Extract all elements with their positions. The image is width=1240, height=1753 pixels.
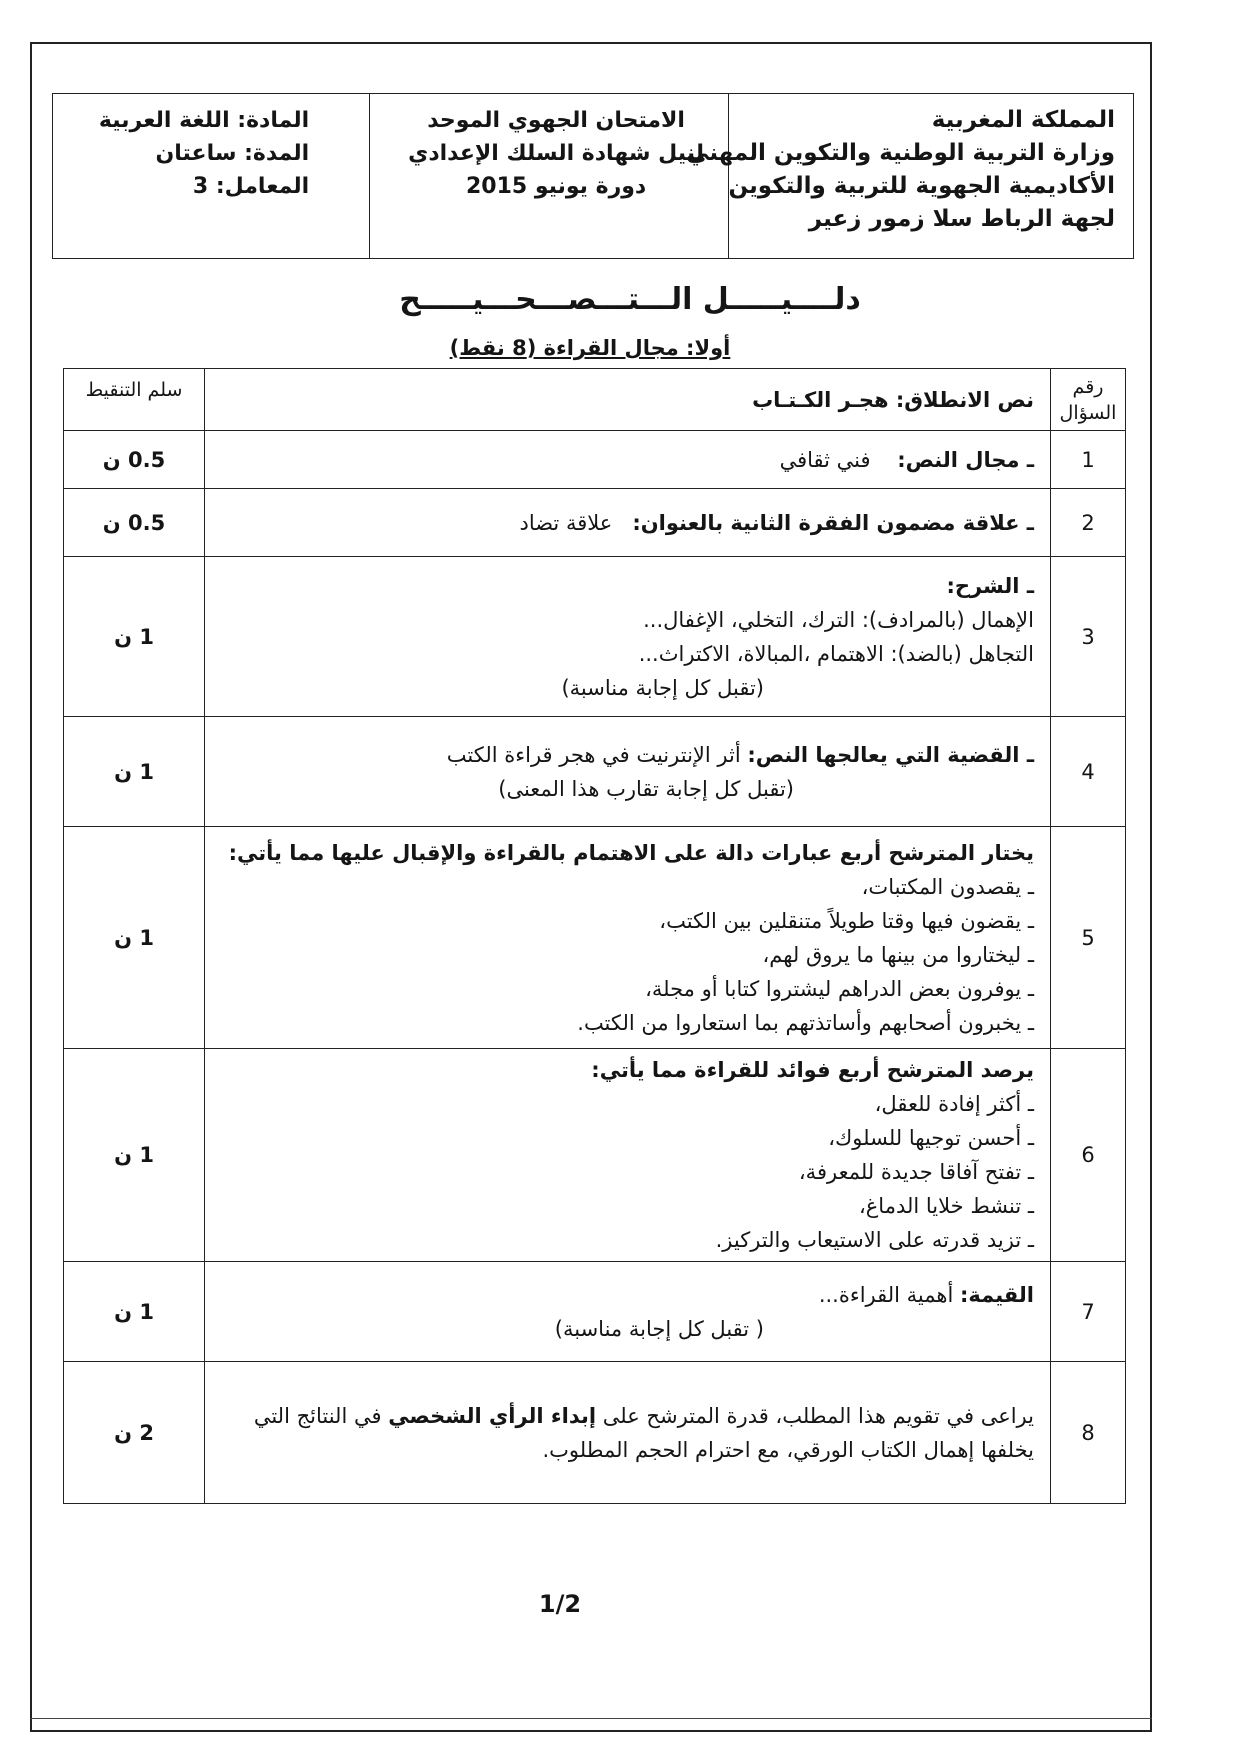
exam-name: الامتحان الجهوي الموحد [427, 108, 685, 133]
answer-emphasis: إبداء الرأي الشخصي [388, 1403, 597, 1428]
list-item: ـ تنشط خلايا الدماغ، [859, 1194, 1034, 1218]
col-score-header: سلم التنقيط [64, 369, 205, 431]
answer-text: فني ثقافي [779, 447, 871, 472]
list-item: ـ يقضون فيها وقتا طويلاً متنقلين بين الكتب، [659, 908, 1034, 933]
correction-table [63, 368, 1126, 1504]
header-authority-box [686, 94, 1133, 258]
question-label: يرصد المترشح أربع فوائد للقراءة مما يأتي: [591, 1058, 1034, 1082]
list-item: ـ يقصدون المكتبات، [861, 874, 1034, 899]
table-row [64, 1262, 1126, 1362]
region: لجهة الرباط سلا زمور زعير [808, 206, 1115, 232]
score: 0.5 ن [64, 431, 205, 489]
duration: المدة: ساعتان [155, 141, 310, 166]
coefficient: المعامل: 3 [192, 174, 310, 199]
col-text-header: نص الانطلاق: هجـر الكـتـاب [205, 369, 1051, 431]
answer-cell [205, 717, 1051, 827]
question-label: يختار المترشح أربع عبارات دالة على الاهتمام بالقراءة والإقبال عليها مما يأتي: [228, 840, 1034, 865]
answer-note: (تقبل كل إجابة تقارب هذا المعنى) [498, 776, 794, 801]
table-row [64, 557, 1126, 717]
question-label: ـ علاقة مضمون الفقرة الثانية بالعنوان: [632, 510, 1034, 535]
answer-cell [205, 489, 1051, 557]
header-subject-box [53, 94, 370, 258]
answer-note: (تقبل كل إجابة مناسبة) [561, 675, 764, 700]
ministry: وزارة التربية الوطنية والتكوين المهني [686, 140, 1115, 166]
score: 1 ن [64, 1262, 205, 1362]
table-row [64, 717, 1126, 827]
table-row [64, 431, 1126, 489]
answer-line: الإهمال (بالمرادف): الترك، التخلي، الإغفال... [643, 607, 1034, 632]
answer-line: يخلفها إهمال الكتاب الورقي، مع احترام الحجم المطلوب. [542, 1437, 1034, 1462]
question-label: القيمة: [960, 1282, 1034, 1307]
answer-cell [205, 827, 1051, 1049]
question-number: 1 [1051, 431, 1126, 489]
list-item: ـ تزيد قدرته على الاستيعاب والتركيز. [715, 1228, 1034, 1252]
bottom-rule [30, 1718, 1152, 1719]
section-subtitle: أولا: مجال القراءة (8 نقط) [449, 336, 731, 360]
list-item: ـ يخبرون أصحابهم وأساتذتهم بما استعاروا من الكتب. [577, 1010, 1034, 1035]
answer-cell [205, 1262, 1051, 1362]
score: 1 ن [64, 827, 205, 1049]
question-number: 4 [1051, 717, 1126, 827]
answer-text: أهمية القراءة... [818, 1282, 954, 1307]
table-row [64, 1362, 1126, 1504]
question-number: 7 [1051, 1262, 1126, 1362]
score: 1 ن [64, 1049, 205, 1262]
academy: الأكاديمية الجهوية للتربية والتكوين [728, 173, 1115, 199]
exam-header [52, 93, 1134, 259]
table-header-row [64, 369, 1126, 431]
score: 0.5 ن [64, 489, 205, 557]
answer-text: علاقة تضاد [519, 510, 613, 535]
question-number: 3 [1051, 557, 1126, 717]
question-number: 8 [1051, 1362, 1126, 1504]
question-label: ـ الشرح: [946, 573, 1034, 598]
list-item: ـ أحسن توجيها للسلوك، [828, 1126, 1034, 1150]
answer-note: ( تقبل كل إجابة مناسبة) [554, 1316, 764, 1341]
question-number: 6 [1051, 1049, 1126, 1262]
kingdom: المملكة المغربية [931, 107, 1115, 133]
table-row [64, 489, 1126, 557]
score: 2 ن [64, 1362, 205, 1504]
score: 1 ن [64, 557, 205, 717]
header-exam-box [370, 94, 729, 258]
question-number: 5 [1051, 827, 1126, 1049]
answer-text: يراعى في تقويم هذا المطلب، قدرة المترشح على [602, 1403, 1034, 1428]
exam-session: دورة يونيو 2015 [465, 174, 647, 199]
page-number: 1/2 [538, 1590, 582, 1618]
table-row [64, 827, 1126, 1049]
answer-line: التجاهل (بالضد): الاهتمام ،المبالاة، الاكتراث... [638, 641, 1034, 666]
col-number-header: رقم السؤال [1051, 369, 1126, 431]
answer-cell [205, 431, 1051, 489]
list-item: ـ أكثر إفادة للعقل، [874, 1092, 1034, 1116]
answer-cell [205, 1049, 1051, 1262]
answer-text: في النتائج التي [253, 1403, 382, 1428]
question-number: 2 [1051, 489, 1126, 557]
question-label: ـ القضية التي يعالجها النص: [747, 742, 1034, 767]
list-item: ـ تفتح آفاقا جديدة للمعرفة، [798, 1160, 1034, 1184]
question-label: ـ مجال النص: [897, 447, 1034, 472]
score: 1 ن [64, 717, 205, 827]
list-item: ـ يوفرون بعض الدراهم ليشتروا كتابا أو مجلة، [645, 976, 1034, 1001]
answer-text: أثر الإنترنيت في هجر قراءة الكتب [446, 742, 741, 767]
answer-cell [205, 1362, 1051, 1504]
subject: المادة: اللغة العربية [98, 108, 310, 133]
page-title: دلــــيـــــل الـــتـــصـــحـــيـــــح [399, 282, 861, 317]
answer-cell [205, 557, 1051, 717]
list-item: ـ ليختاروا من بينها ما يروق لهم، [762, 942, 1034, 967]
exam-certificate: لنيل شهادة السلك الإعدادي [408, 141, 704, 166]
table-row [64, 1049, 1126, 1262]
